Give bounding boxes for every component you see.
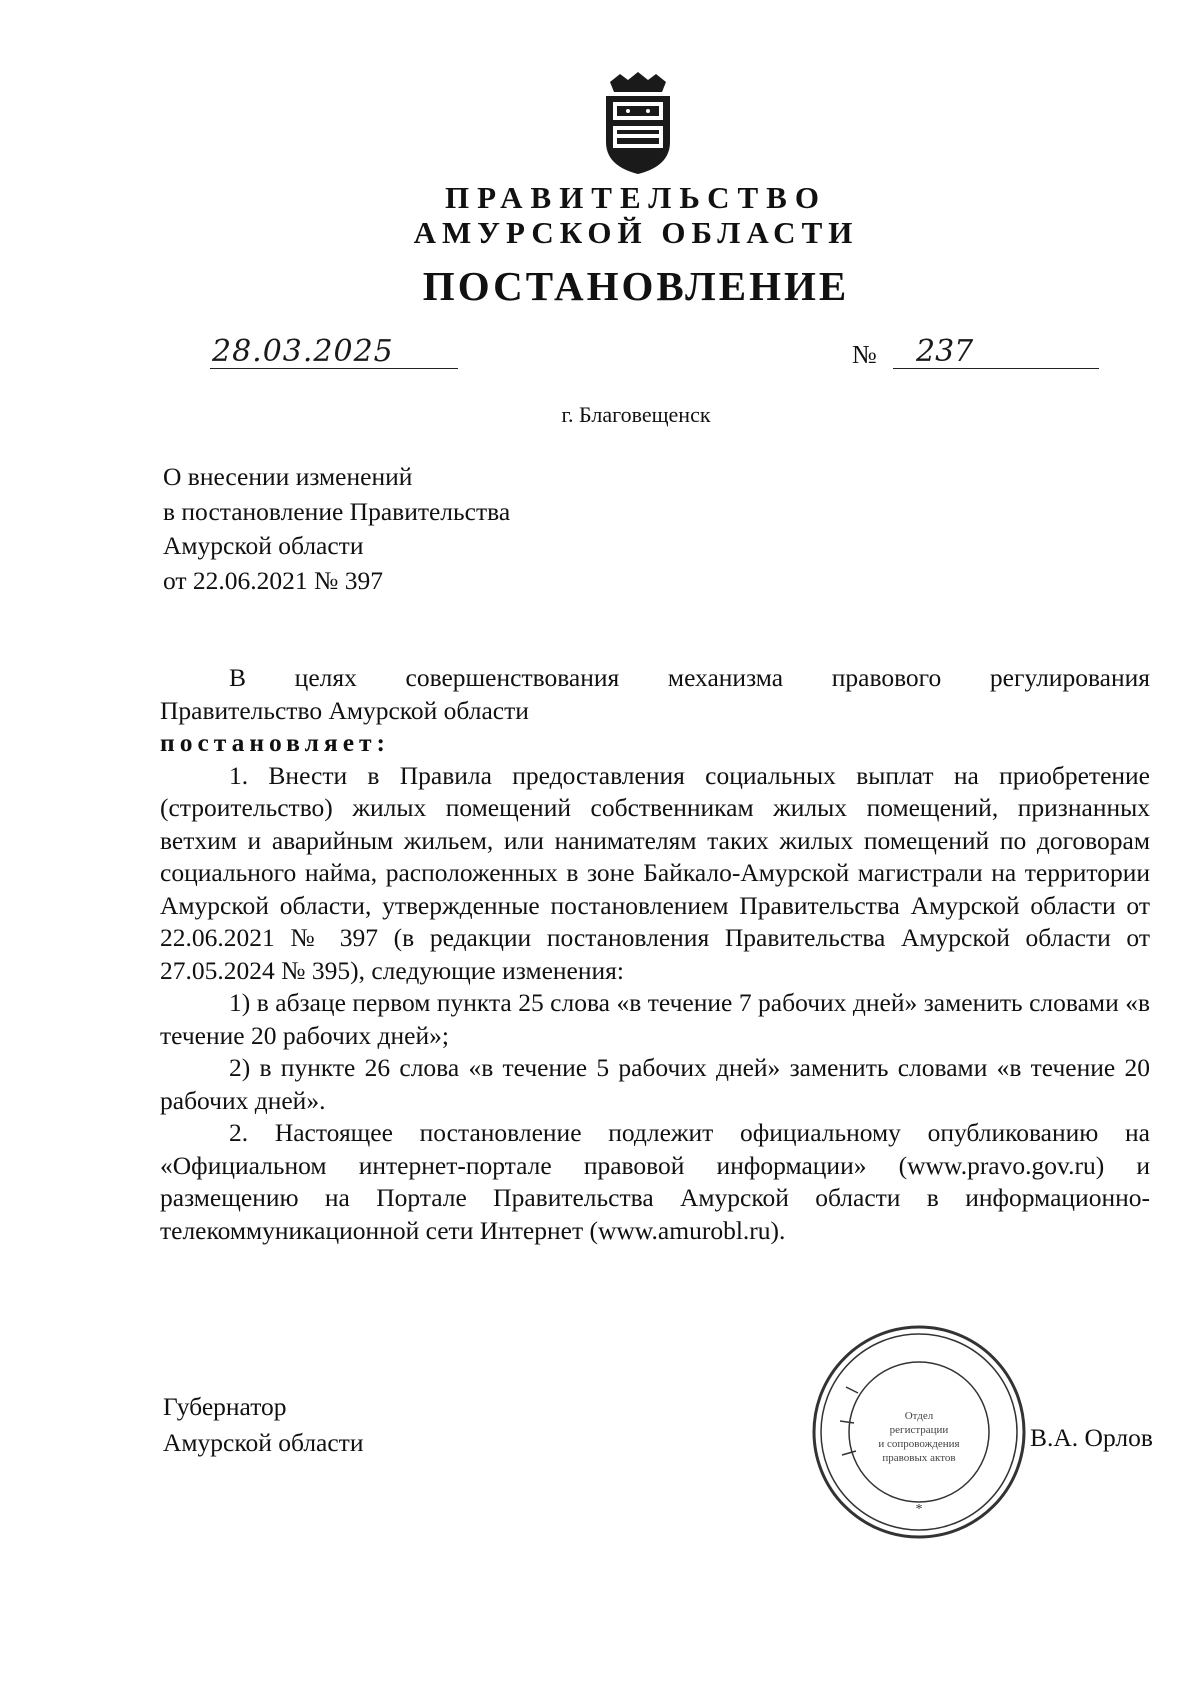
amur-oblast-coat-of-arms-icon [600, 70, 676, 176]
official-seal-stamp-icon [810, 1323, 1028, 1541]
decree-word: постановляет: [160, 728, 391, 757]
number-sign: № [852, 340, 877, 369]
document-number: 237 [916, 334, 974, 369]
city-line: г. Благовещенск [561, 402, 711, 427]
header-government: ПРАВИТЕЛЬСТВО [445, 180, 827, 215]
subject-line: в постановление Правительства [163, 496, 511, 526]
svg-text:*: * [915, 1502, 923, 1517]
preamble-line: В целях совершенствования механизма правового регулирования [229, 663, 1150, 692]
svg-text:правовых актов: правовых актов [882, 1452, 956, 1464]
subject-line: от 22.06.2021 № 397 [163, 565, 384, 595]
subject-line: Амурской области [163, 531, 364, 560]
signatory-title [163, 1389, 363, 1461]
svg-text:регистрации: регистрации [889, 1424, 949, 1436]
document-subject [163, 460, 510, 598]
svg-text:и сопровождения: и сопровождения [878, 1438, 960, 1450]
subject-line: О внесении изменений [163, 462, 413, 491]
date-underline [210, 368, 458, 369]
signatory-title-line: Губернатор [163, 1392, 287, 1421]
header-region: АМУРСКОЙ ОБЛАСТИ [413, 215, 859, 250]
document-body [160, 662, 1150, 1247]
signatory-name: В.А. Орлов [1030, 1423, 1153, 1452]
paragraph-item-1: 1. Внести в Правила предоставления социальных выплат на приобретение (строительство) жилых помещений собственникам жилых помещений, признанных ветхим и аварийным жильем, или нанимателям таких жилых помещений по договорам социального найма, расположенных в зоне Байкало-Амурской магистрали на территории Амурской области, утвержденные постановлением Правительства Амурской области от 22.06.2021 № 397 (в редакции постановления Правительства Амурской области от 27.05.2024 № 395), следующие изменения: [160, 760, 1150, 985]
preamble-line: Правительство Амурской области [160, 695, 529, 725]
paragraph-item-1-2: 2) в пункте 26 слова «в течение 5 рабочих дней» заменить словами «в течение 20 рабочих дней». [160, 1053, 1150, 1115]
number-underline [893, 368, 1099, 369]
paragraph-item-1-1: 1) в абзаце первом пункта 25 слова «в течение 7 рабочих дней» заменить словами «в течение 20 рабочих дней»; [160, 988, 1150, 1050]
document-date: 28.03.2025 [212, 334, 394, 369]
paragraph-item-2: 2. Настоящее постановление подлежит официальному опубликованию на «Официальном интернет-портале правовой информации» (www.pravo.gov.ru) и размещению на Портале Правительства Амурской области в информационно-телекоммуникационной сети Интернет (www.amurobl.ru). [160, 1118, 1150, 1245]
svg-text:Отдел: Отдел [904, 1410, 934, 1422]
document-type-title: ПОСТАНОВЛЕНИЕ [422, 263, 850, 309]
signatory-title-line: Амурской области [163, 1428, 364, 1457]
